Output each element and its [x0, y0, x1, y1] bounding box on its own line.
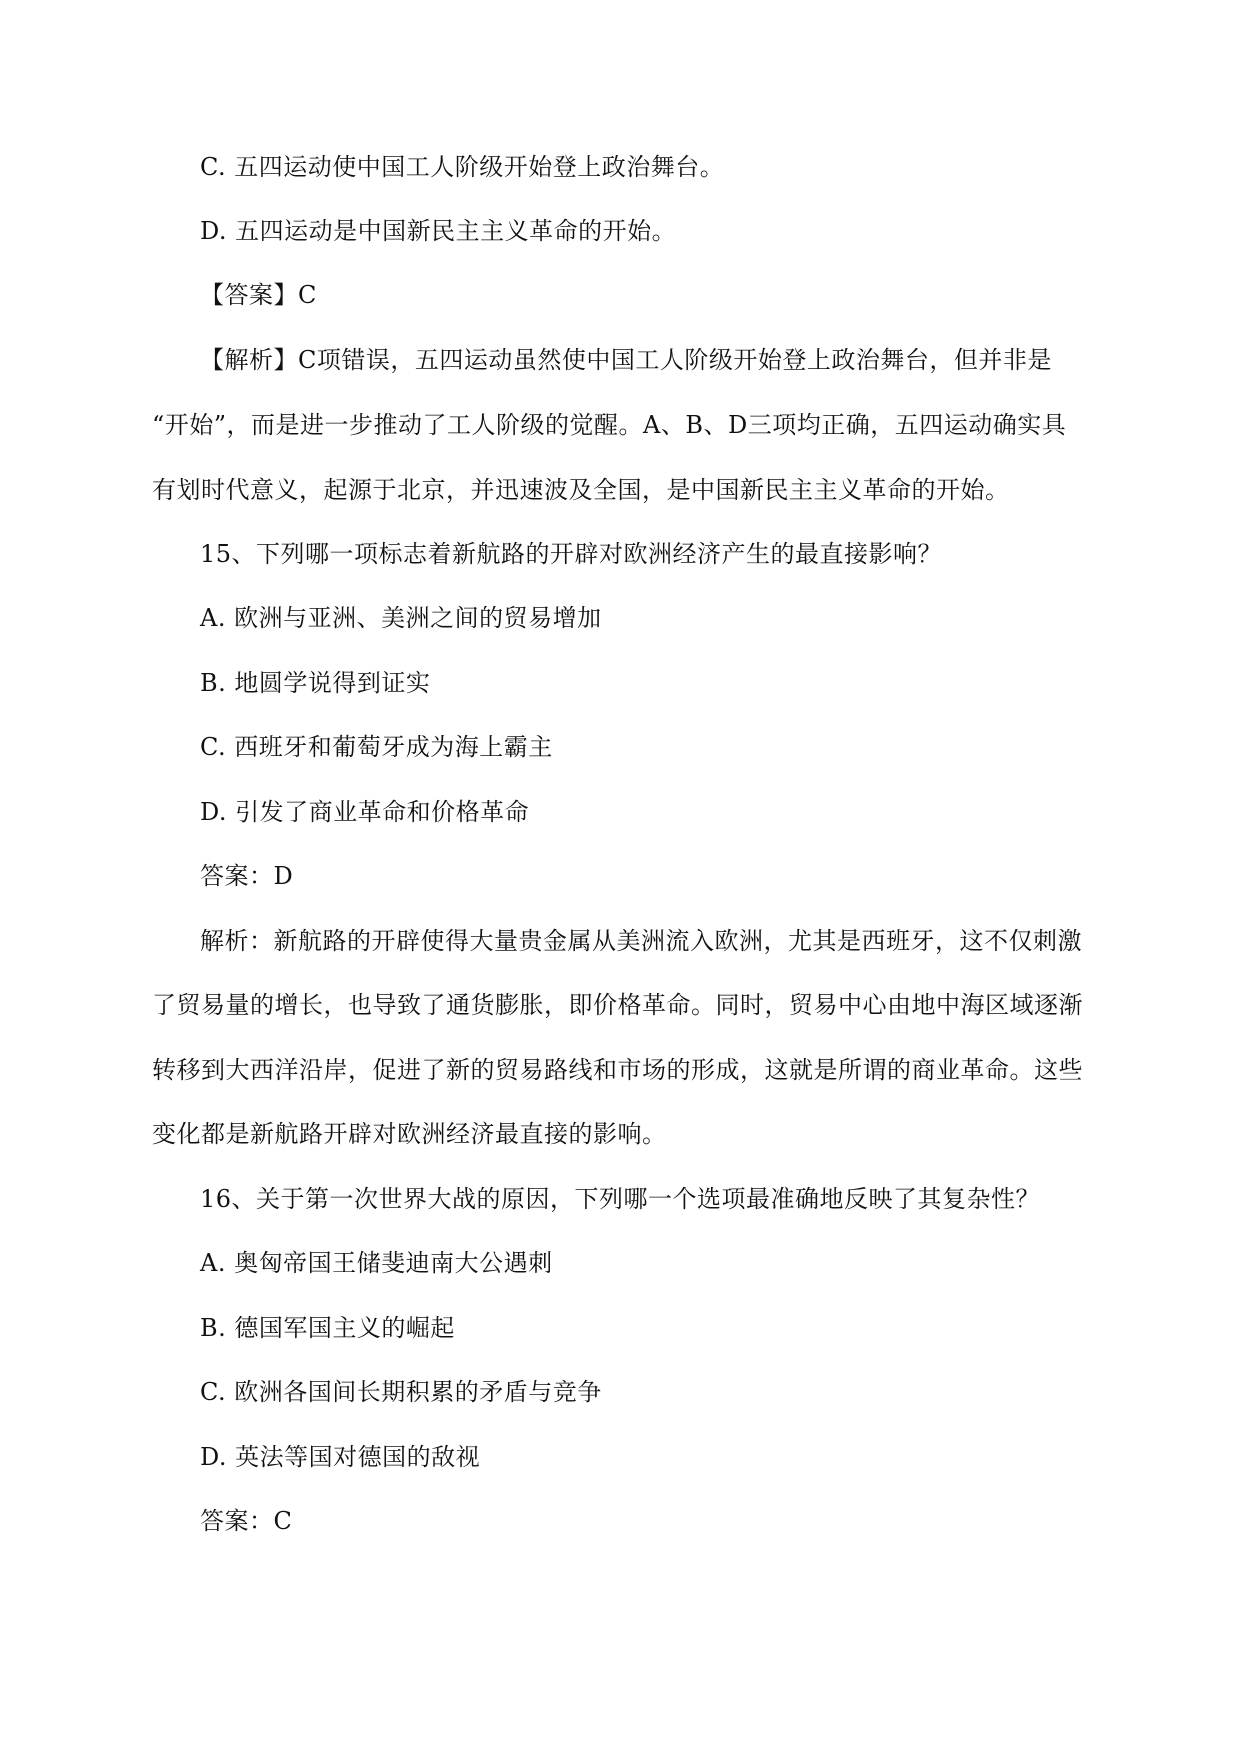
option-15-d: D. 引发了商业革命和价格革命 — [200, 798, 530, 826]
question-16: 16、关于第一次世界大战的原因，下列哪一个选项最准确地反映了其复杂性？ — [200, 1185, 1041, 1213]
option-16-b: B. 德国军国主义的崛起 — [200, 1314, 455, 1342]
option-15-a: A. 欧洲与亚洲、美洲之间的贸易增加 — [200, 604, 602, 632]
option-15-b: B. 地圆学说得到证实 — [200, 669, 431, 697]
option-16-d: D. 英法等国对德国的敌视 — [200, 1443, 481, 1471]
option-15-c: C. 西班牙和葡萄牙成为海上霸主 — [200, 733, 553, 761]
option-14-c: C. 五四运动使中国工人阶级开始登上政治舞台。 — [200, 153, 725, 181]
option-16-a: A. 奥匈帝国王储斐迪南大公遇刺 — [200, 1249, 553, 1277]
answer-14: 【答案】C — [200, 281, 317, 309]
explanation-14-line-3: 有划时代意义，起源于北京，并迅速波及全国，是中国新民主主义革命的开始。 — [152, 476, 1010, 504]
answer-15: 答案：D — [200, 862, 294, 890]
explanation-15-line-2: 了贸易量的增长，也导致了通货膨胀，即价格革命。同时，贸易中心由地中海区域逐渐 — [152, 991, 1083, 1019]
explanation-15-line-4: 变化都是新航路开辟对欧洲经济最直接的影响。 — [152, 1120, 667, 1148]
explanation-14-line-2: “开始”，而是进一步推动了工人阶级的觉醒。A、B、D三项均正确，五四运动确实具 — [152, 411, 1067, 439]
option-16-c: C. 欧洲各国间长期积累的矛盾与竞争 — [200, 1378, 602, 1406]
question-15: 15、下列哪一项标志着新航路的开辟对欧洲经济产生的最直接影响？ — [200, 540, 943, 568]
answer-16: 答案：C — [200, 1507, 293, 1535]
explanation-14-line-1: 【解析】C项错误，五四运动虽然使中国工人阶级开始登上政治舞台，但并非是 — [200, 346, 1052, 374]
explanation-15-line-1: 解析：新航路的开辟使得大量贵金属从美洲流入欧洲，尤其是西班牙，这不仅刺激 — [200, 927, 1082, 955]
explanation-15-line-3: 转移到大西洋沿岸，促进了新的贸易路线和市场的形成，这就是所谓的商业革命。这些 — [152, 1056, 1083, 1084]
option-14-d: D. 五四运动是中国新民主主义革命的开始。 — [200, 217, 677, 245]
